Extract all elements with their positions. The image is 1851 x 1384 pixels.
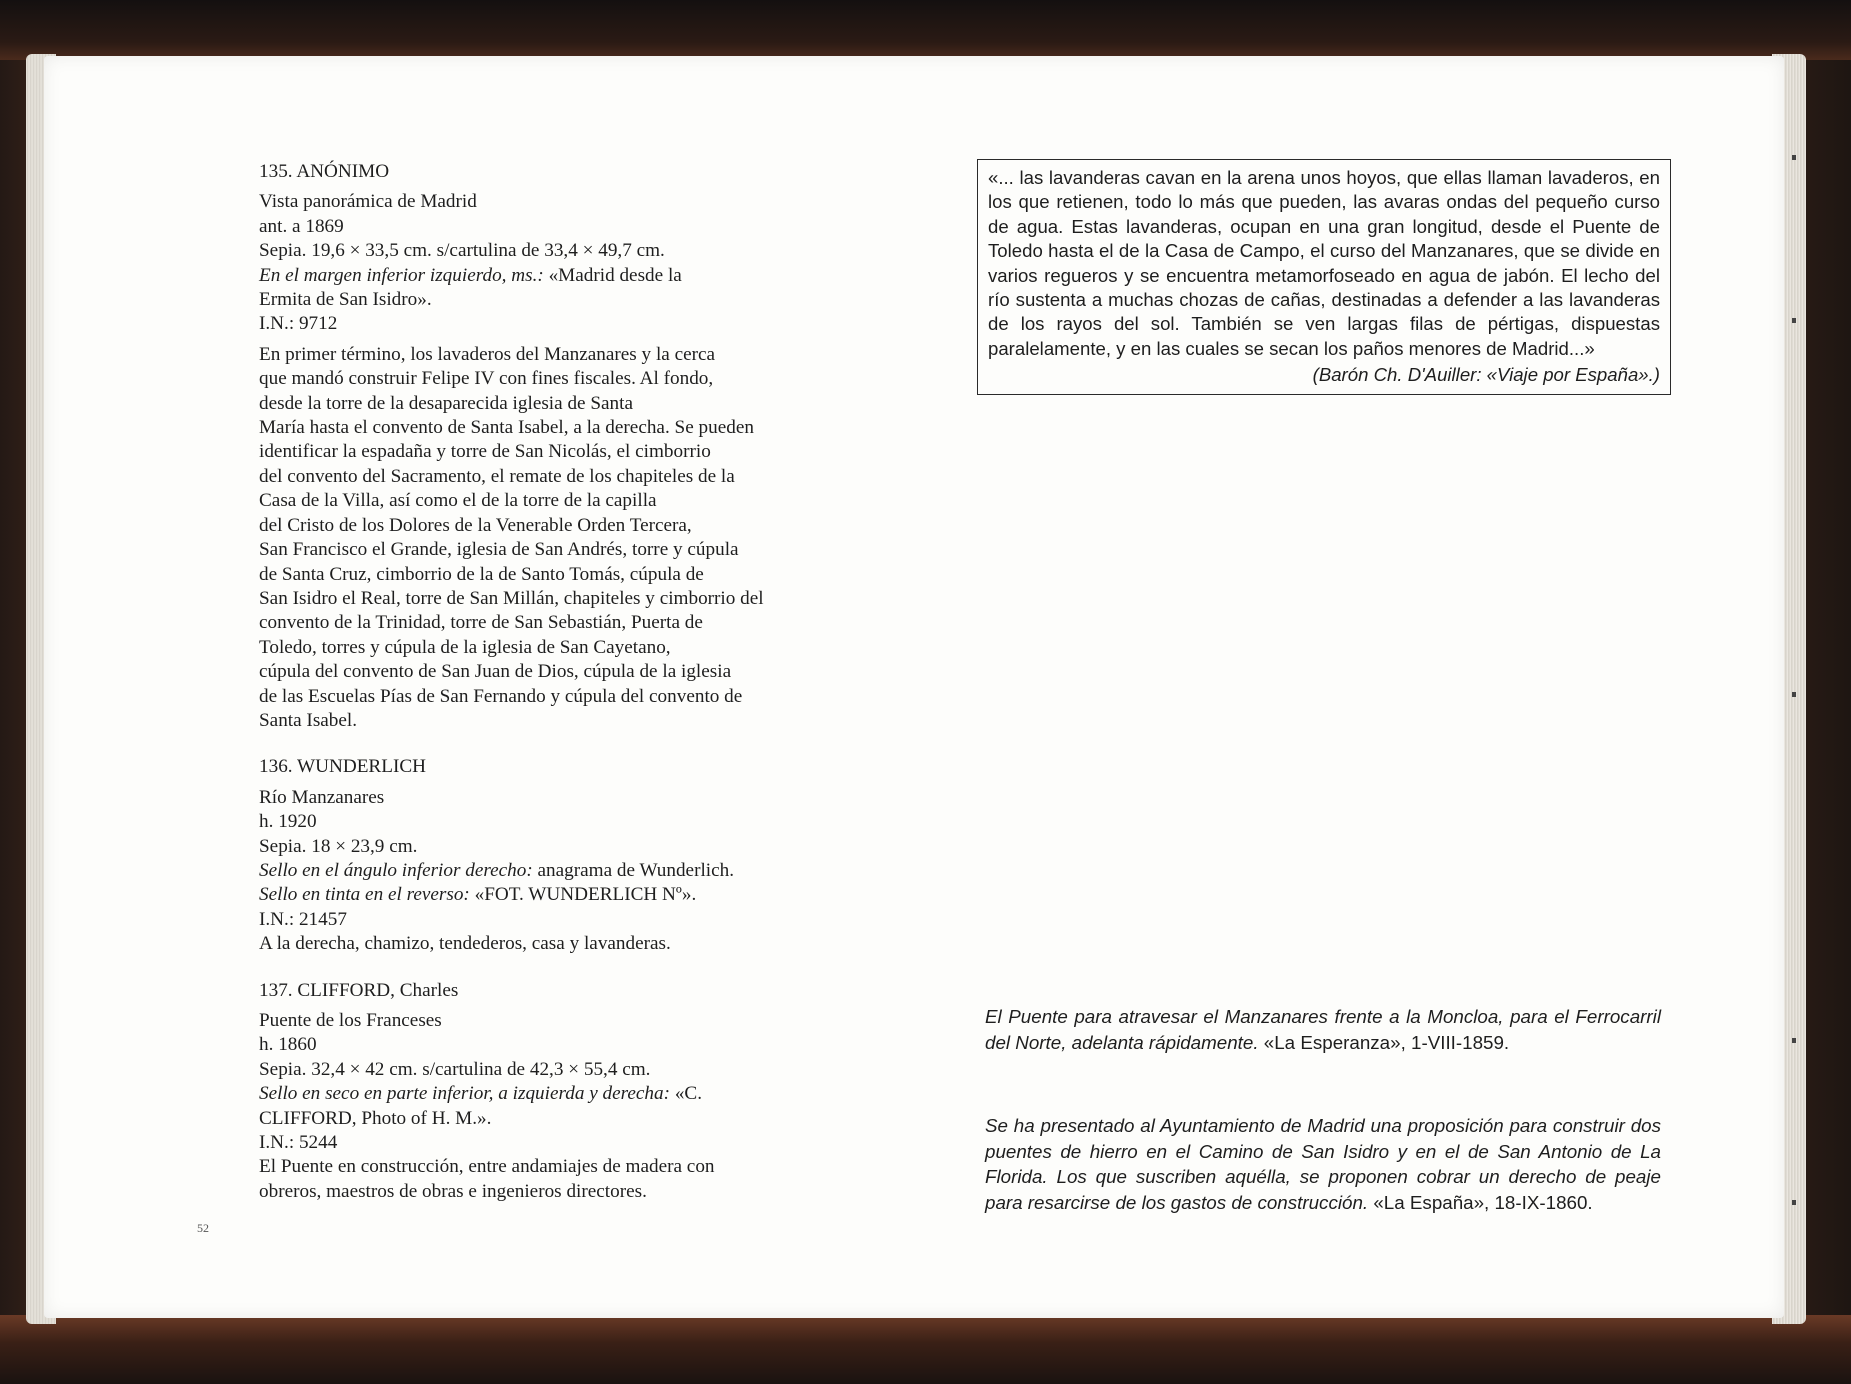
page-number: 52 [197,1221,209,1235]
entry-heading: 136. WUNDERLICH [259,756,426,778]
edge-mark [1792,1200,1796,1205]
entry-line: h. 1860 [259,1034,317,1056]
catalog-entry-137 [259,979,919,1205]
catalog-entry-136 [259,755,919,956]
catalog-entry-135 [259,160,919,733]
entry-line: ant. a 1869 [259,215,344,237]
press-text: Se ha presentado al Ayuntamiento de Madrid una proposición para construir dos puentes de hierro en el Camino de San Isidro y en el de San Antonio de La Florida. Los que suscriben aquélla, se proponen cobrar un derecho de peaje para resarcirse de los gastos de construcción. [985,1115,1661,1213]
edge-mark [1792,1038,1796,1043]
book-cover-bottom-edge [0,1315,1851,1384]
entry-line: A la derecha, chamizo, tendederos, casa y lavanderas. [259,933,671,955]
entry-line: Sepia. 18 × 23,9 cm. [259,835,418,857]
press-excerpt-2 [985,1113,1661,1215]
entry-line: h. 1920 [259,811,317,833]
entry-line: Sello en tinta en el reverso: «FOT. WUNDERLICH Nº». [259,884,697,906]
entry-line: Ermita de San Isidro». [259,289,432,311]
entry-line: CLIFFORD, Photo of H. M.». [259,1107,492,1129]
edge-mark [1792,155,1796,160]
entry-heading: 135. ANÓNIMO [259,161,390,182]
entry-line: Vista panorámica de Madrid [259,191,477,213]
entry-description: En primer término, los lavaderos del Manzanares y la cerca que mandó construir Felipe IV con fines fiscales. Al fondo, desde la torre de la desaparecida iglesia de Santa María hasta el convento de Santa Isabel, a la derecha. Se pueden identificar la espadaña y torre de San Nicolás, el cimborrio del convento del Sacramento, el remate de los chapiteles de la Casa de la Villa, así como el de la torre de la capilla del Cristo de los Dolores de la Venerable Orden Tercera, San Francisco el Grande, iglesia de San Andrés, torre y cúpula de Santa Cruz, cimborrio de la de Santo Tomás, cúpula de San Isidro el Real, torre de San Millán, chapiteles y cimborrio del convento de la Trinidad, torre de San Sebastián, Puerta de Toledo, torres y cúpula de la iglesia de San Cayetano, cúpula del convento de San Juan de Dios, cúpula de la iglesia de las Escuelas Pías de San Fernando y cúpula del convento de Santa Isabel. [259,343,764,731]
entry-line: I.N.: 5244 [259,1132,338,1154]
quote-box [977,159,1671,395]
quote-attribution: (Barón Ch. D'Auiller: «Viaje por España».) [1312,364,1660,386]
entry-line: Sello en el ángulo inferior derecho: anagrama de Wunderlich. [259,859,735,881]
press-source: «La España», 18-IX-1860. [1368,1191,1593,1213]
entry-line: I.N.: 9712 [259,313,338,335]
edge-mark [1792,318,1796,323]
catalog-column [259,160,919,1204]
edge-mark [1792,692,1796,697]
press-source: «La Esperanza», 1-VIII-1859. [1258,1031,1510,1053]
table-surface-top [0,0,1851,60]
entry-line: Sepia. 19,6 × 33,5 cm. s/cartulina de 33,4 × 49,7 cm. [259,240,665,262]
press-text: El Puente para atravesar el Manzanares frente a la Moncloa, para el Ferrocarril del Norte, adelanta rápidamente. [985,1006,1661,1053]
entry-line: En el margen inferior izquierdo, ms.: «Madrid desde la [259,264,682,286]
entry-line: Puente de los Franceses [259,1010,442,1031]
entry-line: Sello en seco en parte inferior, a izquierda y derecha: «C. [259,1083,703,1105]
entry-line: El Puente en construcción, entre andamiajes de madera con [259,1156,715,1178]
entry-heading: 137. CLIFFORD, Charles [259,979,459,1001]
quote-text: «... las lavanderas cavan en la arena unos hoyos, que ellas llaman lavaderos, en los que retienen, todo lo más que pueden, las avaras ondas del pequeño curso de agua. Estas lavanderas, ocupan en una gran longitud, desde el Puente de Toledo hasta el de la Casa de Campo, el curso del Manzanares, que se divide en varios regueros y se encuentra metamorfoseado en agua de jabón. El lecho del río sustenta a muchas chozas de cañas, destinadas a defender a las lavanderas de los rayos del sol. También se ven largas filas de pértigas, dispuestas paralelamente, y en las cuales se secan los paños menores de Madrid...» [988,167,1660,359]
entry-line: Río Manzanares [259,786,385,808]
press-excerpt-1 [985,1004,1661,1055]
entry-line: Sepia. 32,4 × 42 cm. s/cartulina de 42,3 × 55,4 cm. [259,1058,651,1080]
entry-line: obreros, maestros de obras e ingenieros directores. [259,1180,647,1202]
entry-line: I.N.: 21457 [259,908,347,930]
